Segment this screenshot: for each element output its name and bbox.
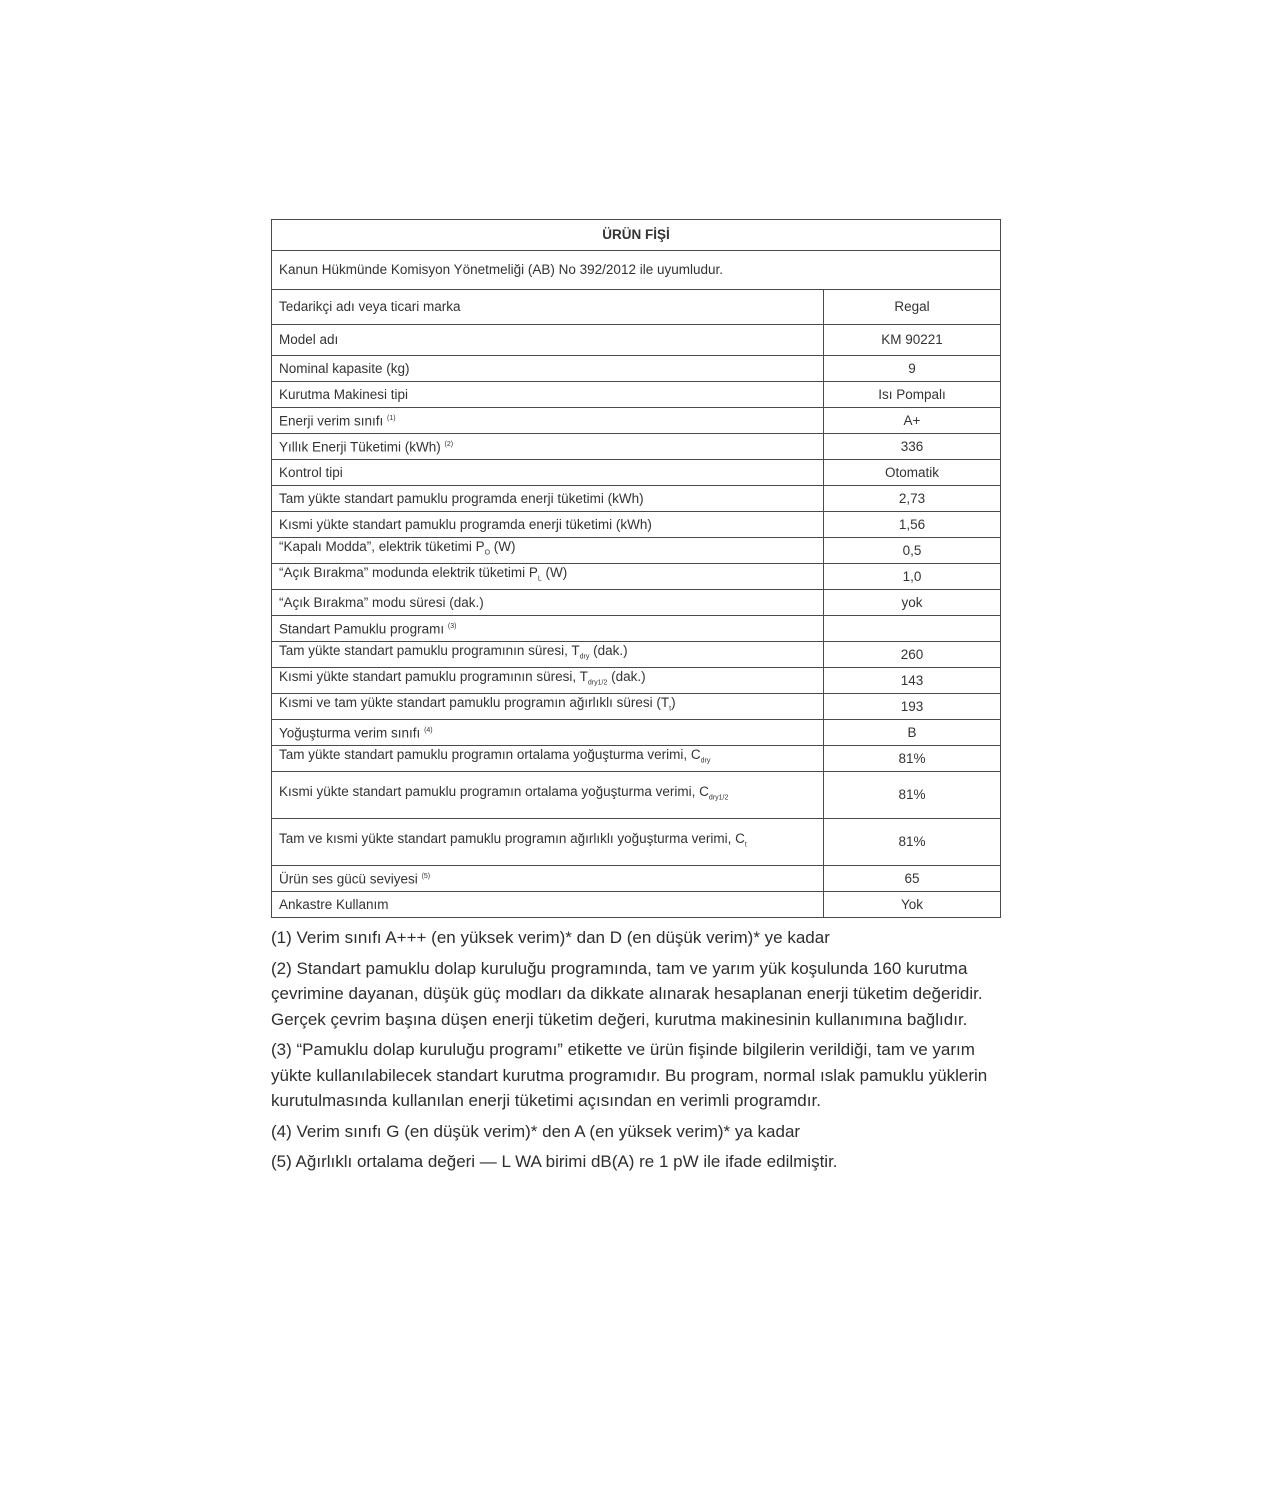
spec-label (272, 382, 824, 408)
spec-value: 81% (824, 746, 1001, 772)
spec-label (272, 819, 824, 866)
footnote-marker: (5) (421, 873, 431, 881)
spec-label-text: “Açık Bırakma” modu süresi (dak.) (279, 594, 484, 610)
spec-value: A+ (824, 408, 1001, 434)
spec-label-subscript: t (744, 841, 747, 849)
spec-label (272, 408, 824, 434)
footnote-marker: (1) (387, 415, 396, 423)
spec-value: 1,0 (824, 564, 1001, 590)
spec-label-suffix: (dak.) (589, 643, 628, 659)
footnote-marker: (3) (447, 623, 457, 631)
footnotes (271, 925, 1006, 1175)
spec-value: 1,56 (824, 512, 1001, 538)
table-row (272, 356, 1001, 382)
table-row (272, 590, 1001, 616)
table-row (272, 616, 1001, 642)
spec-label (272, 668, 824, 694)
spec-label (272, 460, 824, 486)
spec-label-text: Tam yükte standart pamuklu programın ortalama yoğuşturma verimi, C (279, 747, 701, 763)
table-row (272, 642, 1001, 668)
spec-label-text: Kontrol tipi (279, 464, 343, 480)
footnote-marker: (4) (424, 727, 433, 735)
spec-label-suffix: (W) (490, 539, 516, 555)
spec-label (272, 538, 824, 564)
footnote: (5) Ağırlıklı ortalama değeri — L WA birimi dB(A) re 1 pW ile ifade edilmiştir. (271, 1152, 838, 1171)
spec-label (272, 512, 824, 538)
spec-value: B (824, 720, 1001, 746)
spec-label (272, 590, 824, 616)
table-row (272, 772, 1001, 819)
model-value: KM 90221 (824, 325, 1001, 356)
spec-label-text: Kısmi yükte standart pamuklu programının süresi, T (279, 669, 588, 685)
spec-label-text: Tam yükte standart pamuklu programının süresi, T (279, 643, 580, 659)
spec-label-text: Kısmi ve tam yükte standart pamuklu programın ağırlıklı süresi (T (279, 695, 670, 711)
spec-label-subscript: t (669, 705, 672, 713)
spec-label-text: Ankastre Kullanım (279, 896, 389, 912)
spec-label (272, 486, 824, 512)
spec-label (272, 564, 824, 590)
footnote: (4) Verim sınıfı G (en düşük verim)* den A (en yüksek verim)* ya kadar (271, 1121, 801, 1141)
spec-label (272, 356, 824, 382)
brand-label: Tedarikçi adı veya ticari marka (272, 290, 824, 325)
spec-label (272, 892, 824, 918)
table-row (272, 434, 1001, 460)
table-row (272, 866, 1001, 892)
table-row (272, 512, 1001, 538)
regulation-text: Kanun Hükmünde Komisyon Yönetmeliği (AB) No 392/2012 ile uyumludur. (272, 251, 1001, 290)
footnote-marker: (2) (444, 441, 454, 449)
spec-label-suffix: (W) (541, 565, 568, 581)
spec-label-text: Yoğuşturma verim sınıfı (279, 725, 421, 741)
spec-label-subscript: dry (579, 653, 590, 661)
table-row (272, 290, 1001, 325)
table-row (272, 668, 1001, 694)
table-row (272, 325, 1001, 356)
spec-value: Otomatik (824, 460, 1001, 486)
spec-label-subscript: L (537, 575, 542, 583)
spec-label (272, 694, 824, 720)
spec-label-text: Yıllık Enerji Tüketimi (kWh) (279, 439, 441, 455)
table-row (272, 746, 1001, 772)
table-row (272, 382, 1001, 408)
spec-value: 143 (824, 668, 1001, 694)
model-label: Model adı (272, 325, 824, 356)
spec-value: 0,5 (824, 538, 1001, 564)
spec-label (272, 616, 824, 642)
spec-label-subscript: dry1/2 (587, 679, 608, 687)
spec-label-text: Ürün ses gücü seviyesi (279, 871, 418, 887)
spec-label-subscript: O (484, 549, 491, 557)
spec-label-text: Nominal kapasite (kg) (279, 360, 410, 376)
table-row (272, 892, 1001, 918)
footnote: (2) Standart pamuklu dolap kuruluğu programında, tam ve yarım yük koşulunda 160 kurutma çevrimine dayanan, düşük güç modları da dikkate alınarak hesaplanan enerji tüketim değeridir. Gerçek çevrim başına düşen enerji tüketim değeri, kurutma makinesinin kullanımına bağlıdır. (271, 958, 983, 1029)
spec-label (272, 772, 824, 819)
spec-label-text: Standart Pamuklu programı (279, 621, 445, 637)
spec-value: 81% (824, 772, 1001, 819)
spec-value: 65 (824, 866, 1001, 892)
spec-label-text: “Açık Bırakma” modunda elektrik tüketimi P (279, 565, 538, 581)
spec-value: 260 (824, 642, 1001, 668)
brand-value: Regal (824, 290, 1001, 325)
table-row (272, 694, 1001, 720)
spec-label (272, 434, 824, 460)
product-sheet (271, 219, 1000, 1180)
spec-label-subscript: dry (700, 757, 711, 765)
table-row (272, 408, 1001, 434)
spec-label (272, 746, 824, 772)
sheet-title: ÜRÜN FİŞİ (272, 220, 1001, 251)
table-row (272, 564, 1001, 590)
spec-label (272, 642, 824, 668)
spec-value: 2,73 (824, 486, 1001, 512)
spec-label-text: Kurutma Makinesi tipi (279, 386, 409, 402)
footnote: (1) Verim sınıfı A+++ (en yüksek verim)* dan D (en düşük verim)* ye kadar (271, 928, 830, 947)
spec-value: Isı Pompalı (824, 382, 1001, 408)
spec-value (824, 616, 1001, 642)
spec-value: yok (824, 590, 1001, 616)
table-row (272, 220, 1001, 251)
spec-label-text: “Kapalı Modda”, elektrik tüketimi P (279, 539, 485, 555)
spec-label-text: Kısmi yükte standart pamuklu programın ortalama yoğuşturma verimi, C (279, 783, 709, 799)
footnote: (3) “Pamuklu dolap kuruluğu programı” etikette ve ürün fişinde bilgilerin verildiği, tam ve yarım yükte kullanılabilecek standart kurutma programıdır. Bu program, normal ıslak pamuklu yüklerin kurutulmasında kullanılan enerji tüketimi açısından en verimli programdır. (271, 1040, 988, 1110)
spec-value: 193 (824, 694, 1001, 720)
table-row (272, 720, 1001, 746)
spec-label-text: Kısmi yükte standart pamuklu programda enerji tüketimi (kWh) (279, 516, 652, 532)
spec-label-suffix: (dak.) (607, 669, 646, 685)
spec-value: 336 (824, 434, 1001, 460)
spec-value: 9 (824, 356, 1001, 382)
product-sheet-table (271, 219, 1001, 918)
spec-label-text: Tam yükte standart pamuklu programda enerji tüketimi (kWh) (279, 490, 644, 506)
table-row (272, 819, 1001, 866)
spec-value: Yok (824, 892, 1001, 918)
table-row (272, 486, 1001, 512)
spec-label-text: Tam ve kısmi yükte standart pamuklu programın ağırlıklı yoğuşturma verimi, C (279, 830, 745, 846)
spec-label (272, 720, 824, 746)
table-row (272, 538, 1001, 564)
table-row (272, 460, 1001, 486)
table-row (272, 251, 1001, 290)
spec-label (272, 866, 824, 892)
spec-label-suffix: ) (671, 695, 676, 711)
spec-value: 81% (824, 819, 1001, 866)
spec-label-subscript: dry1/2 (708, 794, 729, 802)
spec-label-text: Enerji verim sınıfı (279, 413, 384, 429)
